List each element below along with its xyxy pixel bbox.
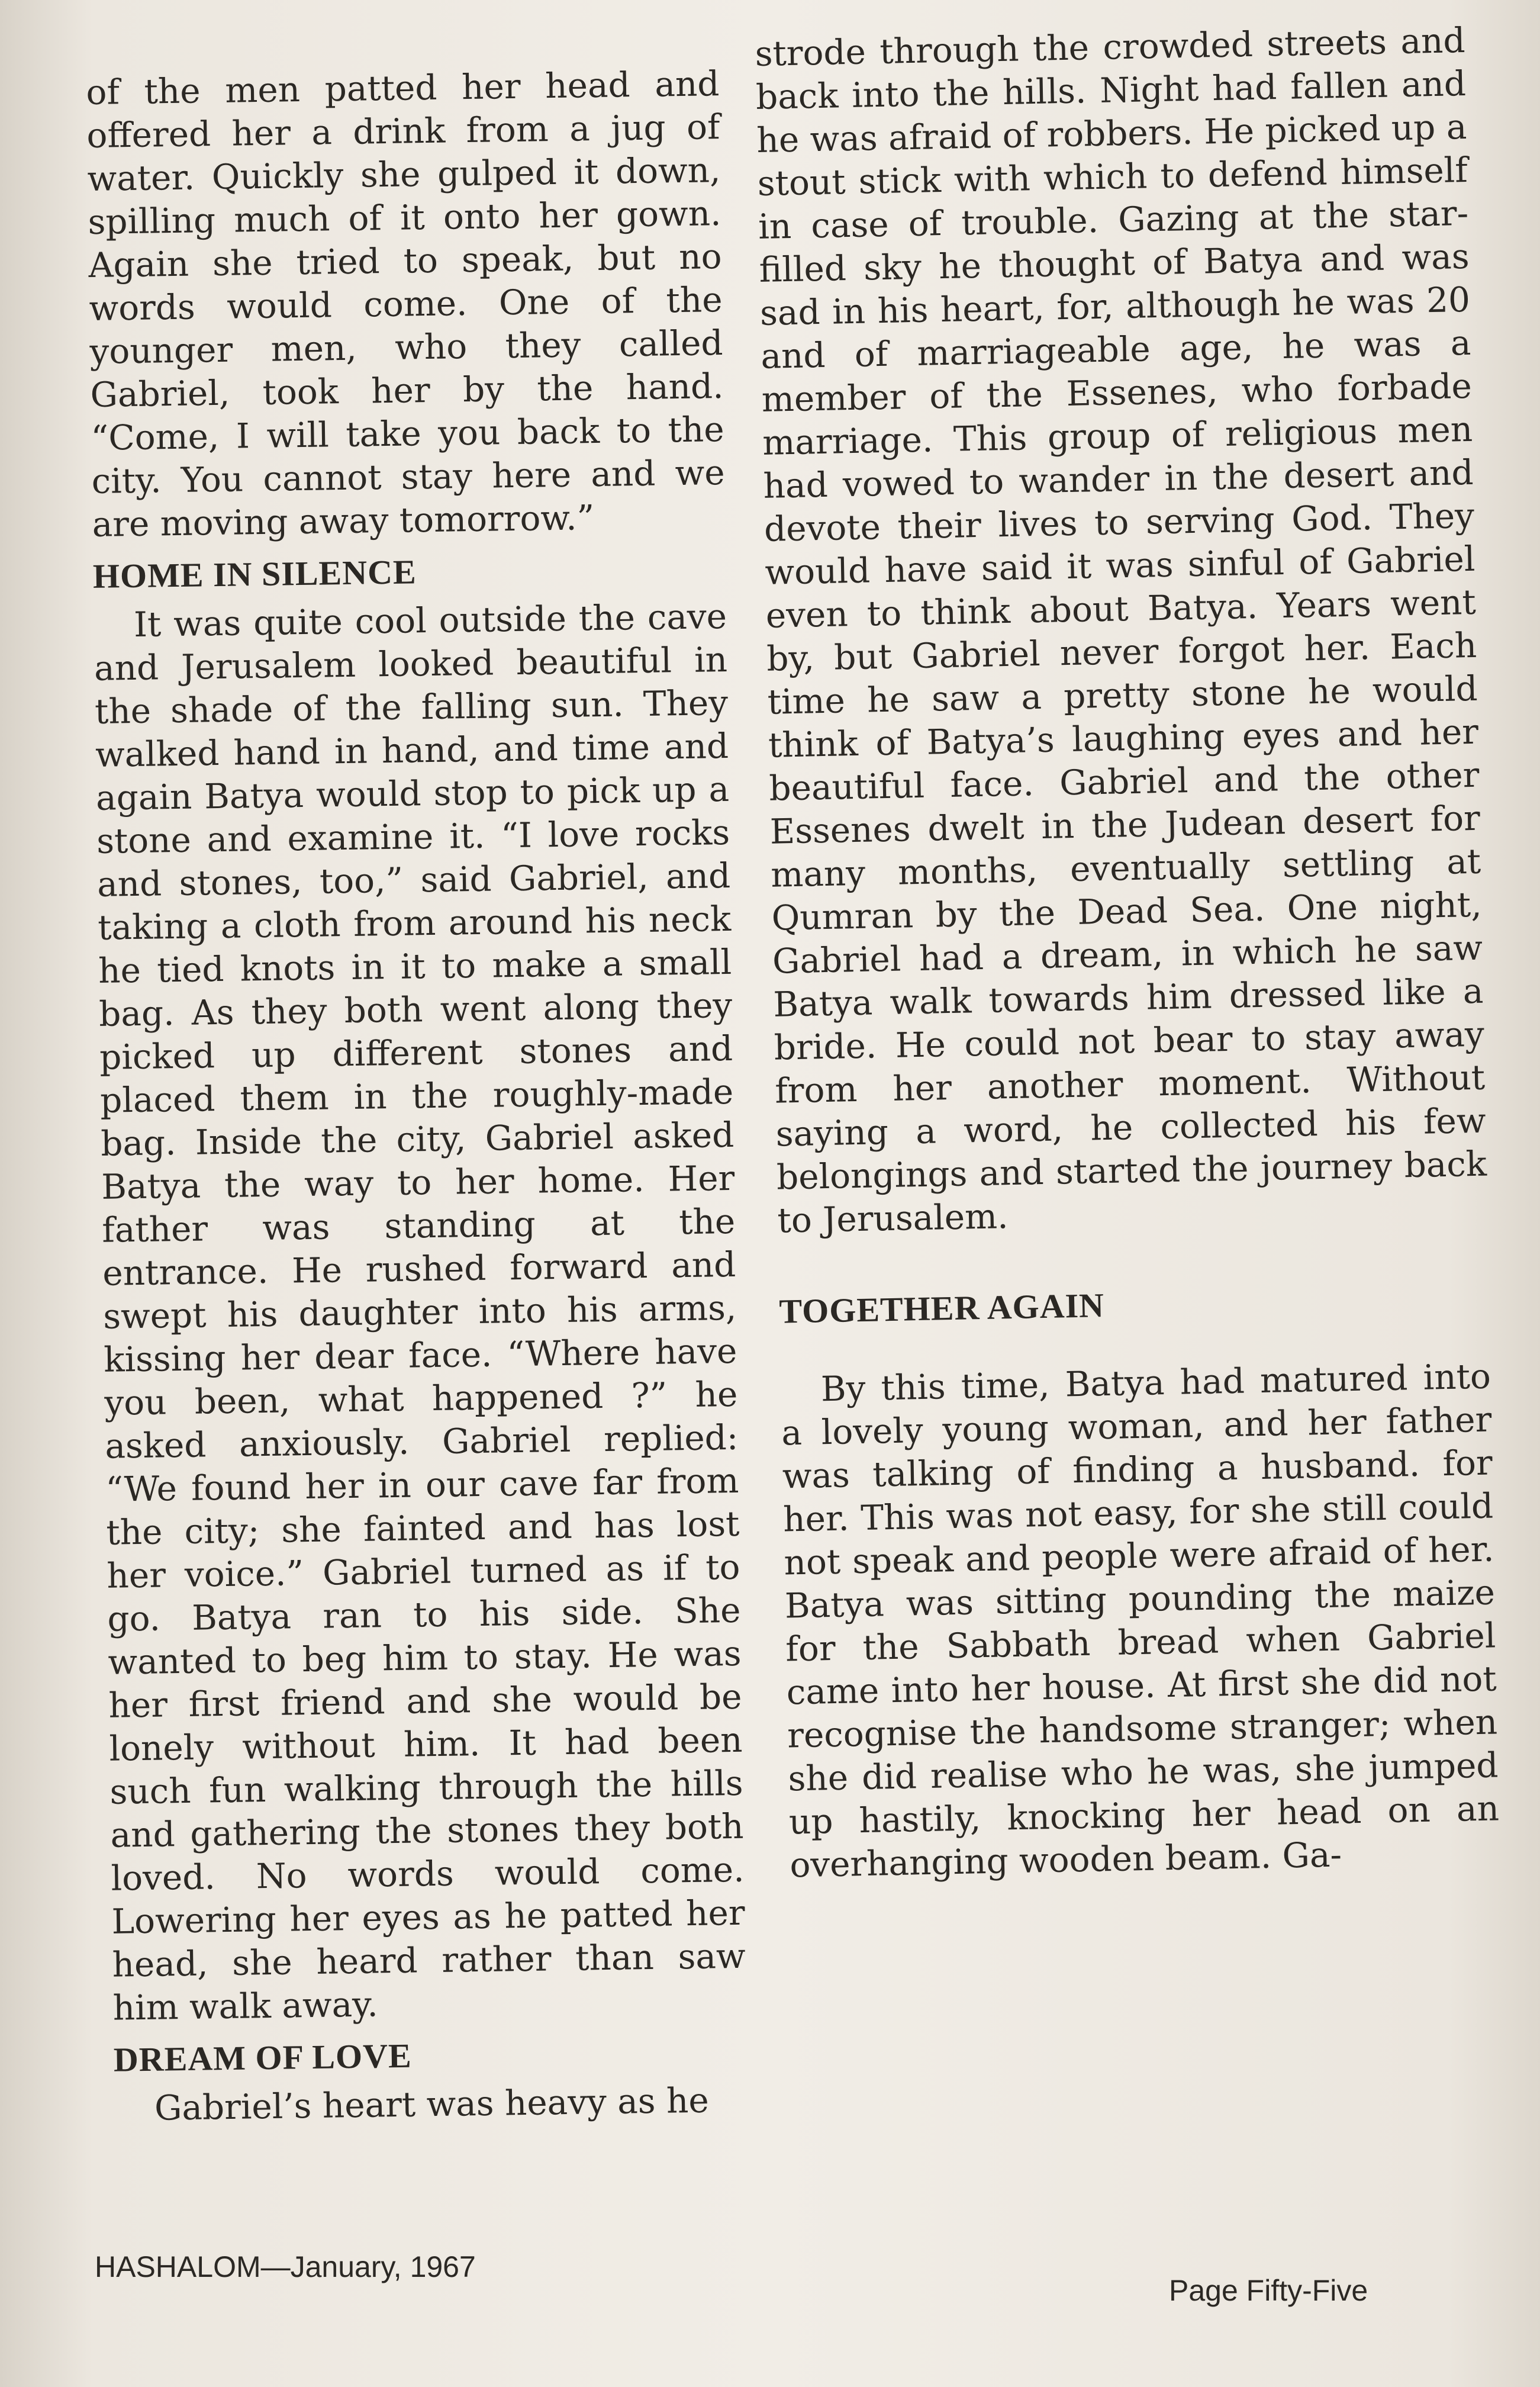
heading-home-in-silence: HOME IN SILENCE: [92, 552, 417, 596]
left-column: [86, 62, 748, 2131]
page-number: Page Fifty-Five: [1169, 2274, 1368, 2307]
left-paragraph-1: of the men patted her head and offered her a drink from a jug of water. Quickly she gulped it down, spilling much of it onto her gown. Again she tried to speak, but no words would come. One of the younger men, who they called Gabriel, took her by the hand. “Come, I will take you back to the city. You cannot stay here and we are moving away tomorrow.”: [86, 63, 726, 545]
right-paragraph-1: strode through the crowded streets and back into the hills. Night had fallen and he was afraid of robbers. He picked up a stout stick with which to defend himself in case of trouble. Gazing at the star-filled sky he thought of Batya and was sad in his heart, for, although he was 20 and of marriageable age, he was a member of the Essenes, who forbade marriage. This group of religious men had vowed to wander in the desert and devote their lives to serving God. They would have said it was sinful of Gabriel even to think about Batya. Years went by, but Gabriel never forgot her. Each time he saw a pretty stone he would think of Batya’s laughing eyes and her beautiful face. Gabriel and the other Essenes dwelt in the Judean desert for many months, eventually settling at Qumran by the Dead Sea. One night, Gabriel had a dream, in which he saw Batya walk towards him dressed like a bride. He could not bear to stay away from her another moment. Without saying a word, he collected his few belongings and started the journey back to Jerusalem.: [755, 20, 1487, 1241]
publication-footer: HASHALOM—January, 1967: [95, 2250, 476, 2283]
heading-dream-of-love: DREAM OF LOVE: [113, 2036, 413, 2079]
right-paragraph-2: By this time, Batya had matured into a lovely young woman, and her father was talking of finding a husband. for her. This was not easy, for she still could not speak and people were afraid of her. Batya was sitting pounding the maize for the Sabbath bread when Gabriel came into her house. At first she did not recognise the handsome stranger; when she did realise who he was, she jumped up hastily, knocking her head on an overhanging wooden beam. Ga-: [781, 1356, 1500, 1886]
heading-together-again: TOGETHER AGAIN: [778, 1286, 1105, 1331]
right-column: [755, 19, 1500, 1887]
left-paragraph-3: Gabriel’s heart was heavy as he: [154, 2080, 710, 2128]
left-paragraph-2: It was quite cool outside the cave and Jerusalem looked beautiful in the shade of the falling sun. They walked hand in hand, and time and again Batya would stop to pick up a stone and examine it. “I love rocks and stones, too,” said Gabriel, and taking a cloth from around his neck he tied knots in it to make a small bag. As they both went along they picked up different stones and placed them in the roughly-made bag. Inside the city, Gabriel asked Batya the way to her home. Her father was standing at the entrance. He rushed forward and swept his daughter into his arms, kissing her dear face. “Where have you been, what happened ?” he asked anxiously. Gabriel replied: “We found her in our cave far from the city; she fainted and has lost her voice.” Gabriel turned as if to go. Batya ran to his side. She wanted to beg him to stay. He was her first friend and she would be lonely without him. It had been such fun walking through the hills and gathering the stones they both loved. No words would come. Lowering her eyes as he patted her head, she heard rather than saw him walk away.: [94, 596, 746, 2028]
